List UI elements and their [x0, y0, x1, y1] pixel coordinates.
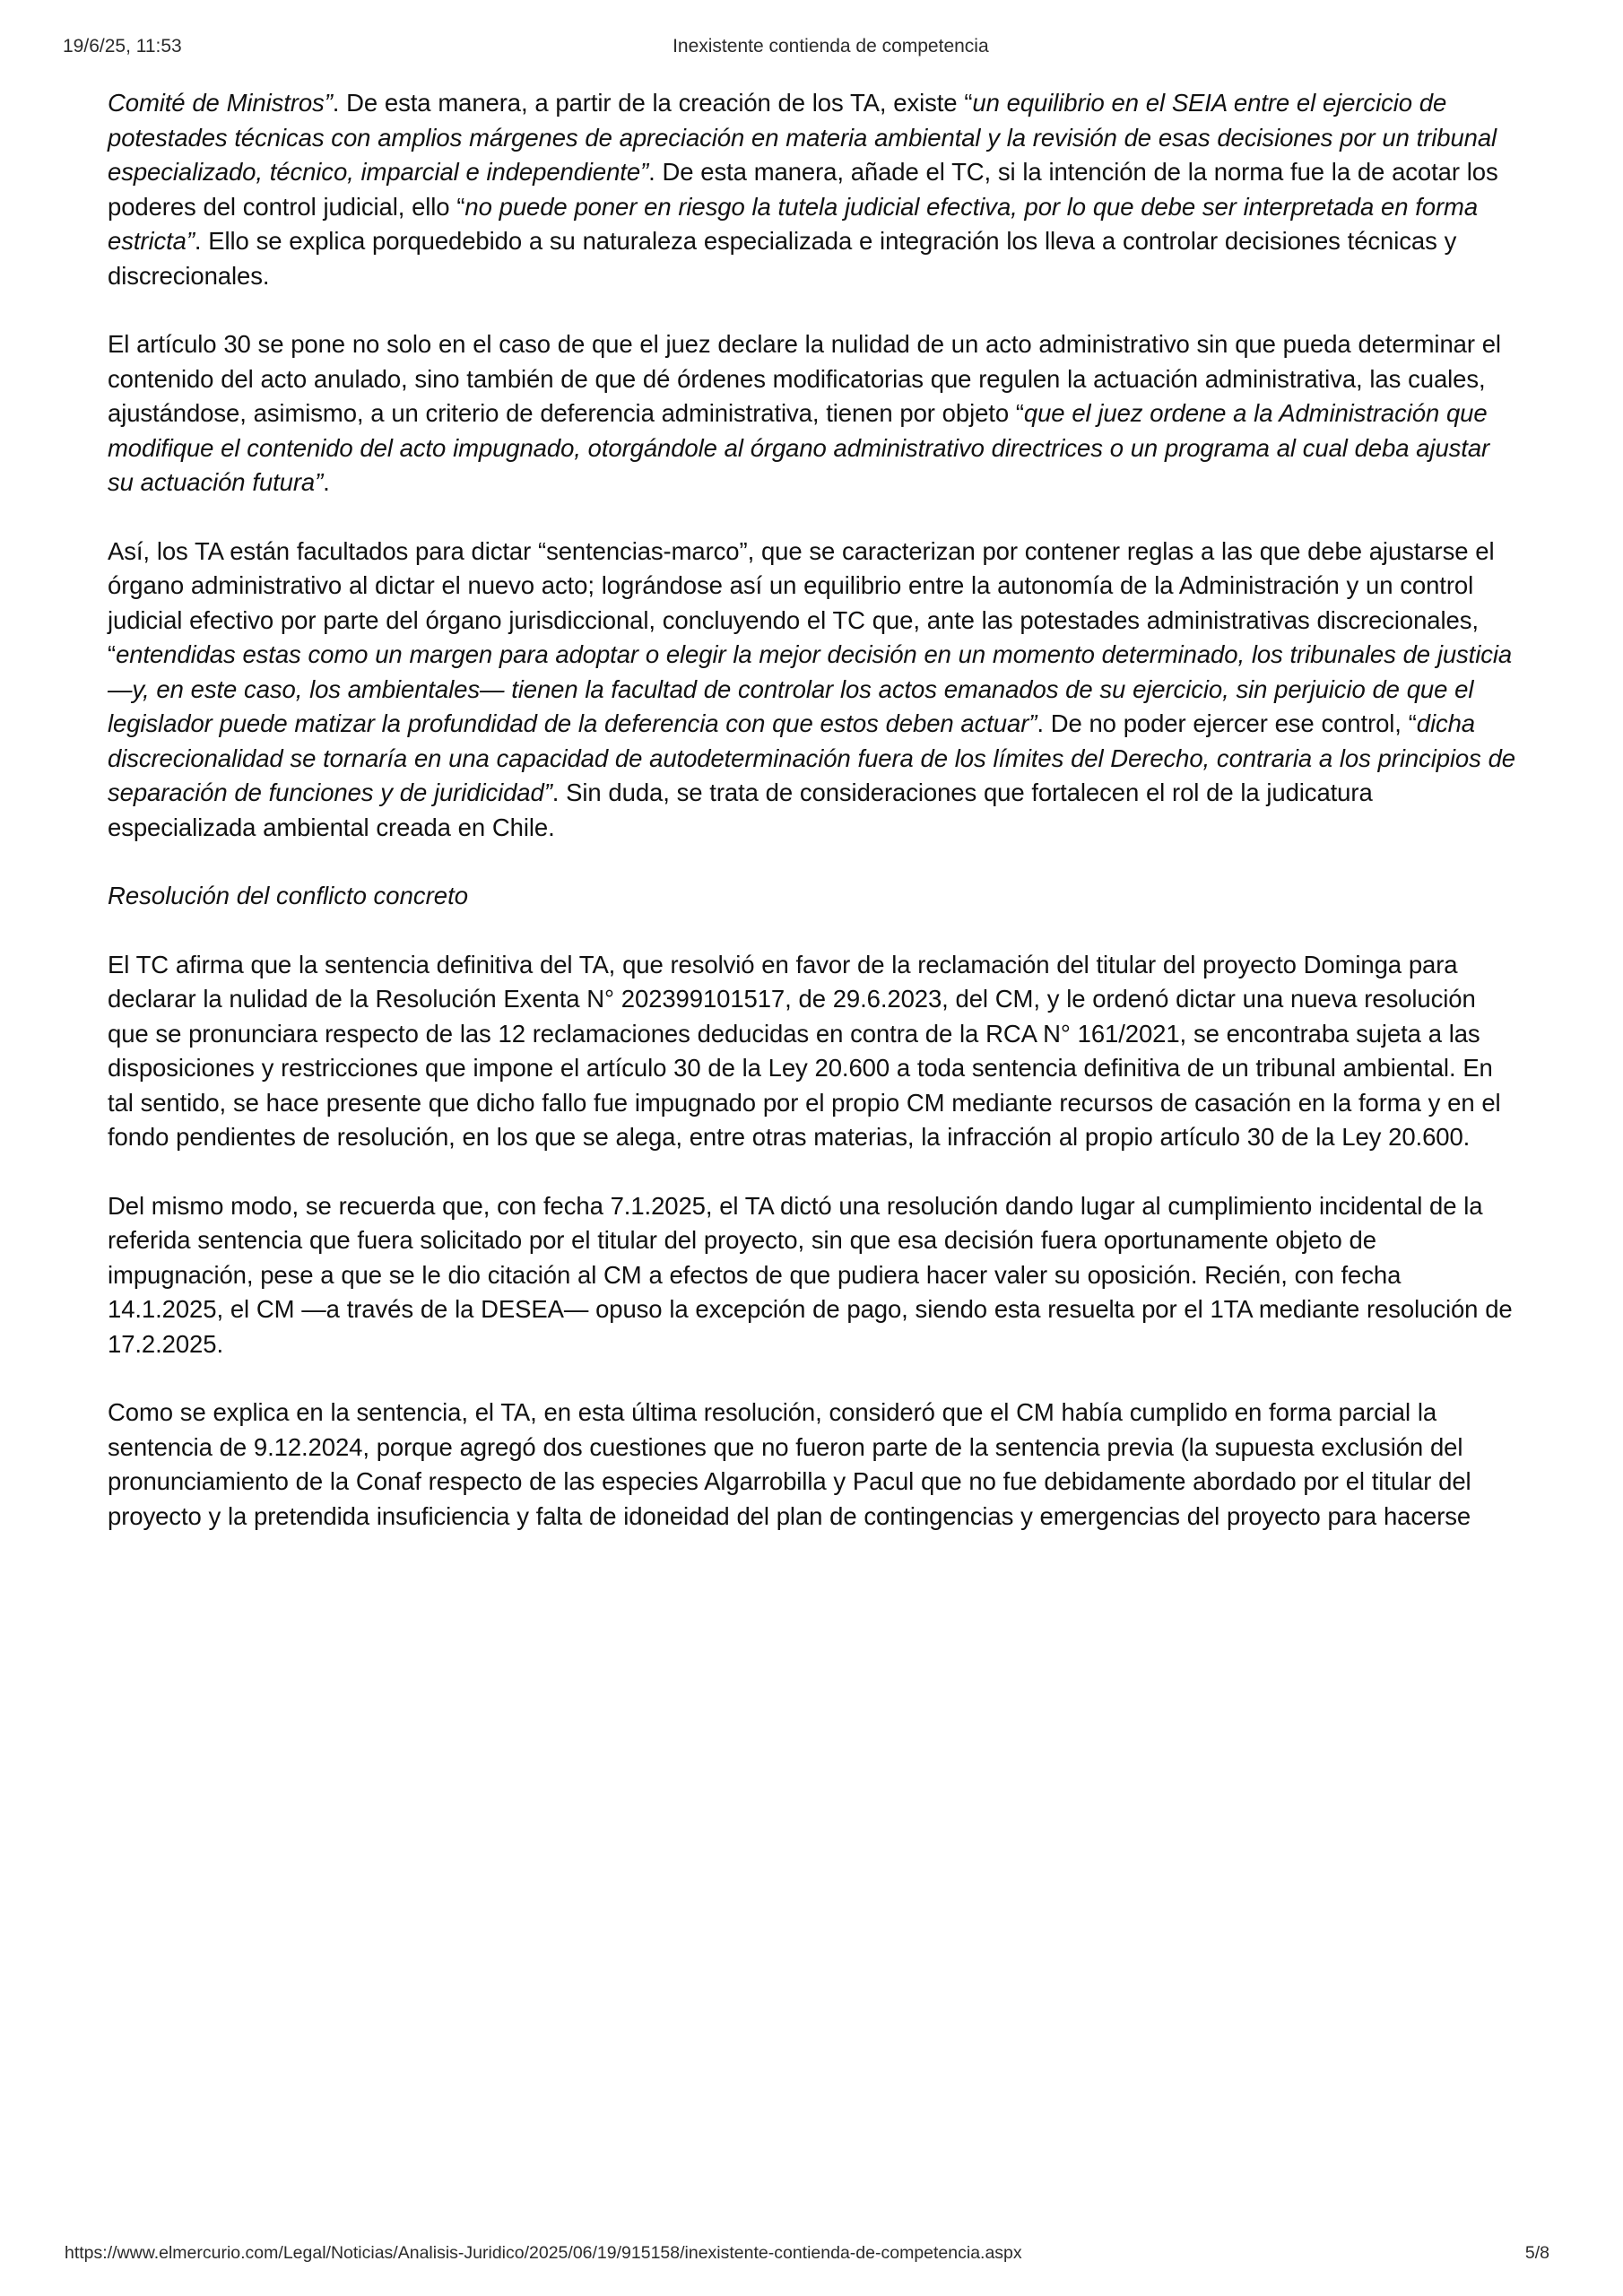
paragraph-6: Como se explica en la sentencia, el TA, en esta última resolución, consideró que el CM había cumplido en forma parcial la sentencia de 9.12.2024, porque agregó dos cuestiones que no fueron parte de la sentencia previa (la supuesta exclusión del pronunciamiento de la Conaf respecto de las especies Algarrobilla y Pacul que no fue debidamente abordado por el titular del proyecto y la pretendida insuficiencia y falta de idoneidad del plan de contingencias y emergencias del proyecto para hacerse — [108, 1398, 1471, 1530]
paragraph-1-quote-2: un equilibrio en el SEIA entre el ejercicio de potestades técnicas con amplios márgenes de apreciación en materia ambiental y la revisión de esas decisiones por un tribunal especializado, técnico, imparcial e independiente” — [108, 89, 1497, 186]
paragraph-1-text-3: . Ello se explica porquedebido a su naturaleza especializada e integración los lleva a controlar decisiones técnicas y discrecionales. — [108, 227, 1457, 290]
paragraph-4: El TC afirma que la sentencia definitiva del TA, que resolvió en favor de la reclamación del titular del proyecto Dominga para declarar la nulidad de la Resolución Exenta N° 202399101517, de 29.6.2023, del CM, y le ordenó dictar una nueva resolución que se pronunciara respecto de las 12 reclamaciones deducidas en contra de la RCA N° 161/2021, se encontraba sujeta a las disposiciones y restricciones que impone el artículo 30 de la Ley 20.600 a toda sentencia definitiva de un tribunal ambiental. En tal sentido, se hace presente que dicho fallo fue impugnado por el propio CM mediante recursos de casación en la forma y en el fondo pendientes de resolución, en los que se alega, entre otras materias, la infracción al propio artículo 30 de la Ley 20.600. — [108, 950, 1501, 1151]
paragraph-3-text-3: . Sin duda, se trata de consideraciones que fortalecen el rol de la judicatura especializada ambiental creada en Chile. — [108, 778, 1373, 841]
paragraph-2-text-1: El artículo 30 se pone no solo en el caso de que el juez declare la nulidad de un acto administrativo sin que pueda determinar el contenido del acto anulado, sino también de que dé órdenes modificatorias que regulen la actuación administrativa, las cuales, ajustándose, asimismo, a un criterio de deferencia administrativa, tienen por objeto “ — [108, 330, 1501, 427]
paragraph-5: Del mismo modo, se recuerda que, con fecha 7.1.2025, el TA dictó una resolución dando lugar al cumplimiento incidental de la referida sentencia que fuera solicitado por el titular del proyecto, sin que esa decisión fuera oportunamente objeto de impugnación, pese a que se le dio citación al CM a efectos de que pudiera hacer valer su oposición. Recién, con fecha 14.1.2025, el CM —a través de la DESEA— opuso la excepción de pago, siendo esta resuelta por el 1TA mediante resolución de 17.2.2025. — [108, 1191, 1513, 1358]
paragraph-3-text-2: . De no poder ejercer ese control, “ — [1037, 709, 1417, 737]
paragraph-3-quote-2: dicha discrecionalidad se tornaría en una capacidad de autodeterminación fuera de los límites del Derecho, contraria a los principios de separación de funciones y de juridicidad” — [108, 709, 1515, 806]
paragraph-1-text-1: . De esta manera, a partir de la creación de los TA, existe “ — [332, 89, 973, 117]
page-footer — [0, 2243, 1623, 2264]
article-body — [0, 86, 1623, 2296]
page-header — [0, 36, 1623, 66]
footer-source-url: https://www.elmercurio.com/Legal/Noticias/Analisis-Juridico/2025/06/19/915158/inexistente-contienda-de-competencia.aspx — [65, 2243, 1022, 2263]
paragraph-1-quote-1: Comité de Ministros” — [108, 89, 333, 117]
paragraph-1 — [108, 86, 1517, 293]
section-heading: Resolución del conflicto concreto — [108, 882, 469, 909]
footer-page-number: 5/8 — [1524, 2243, 1549, 2263]
header-date-time: 19/6/25, 11:53 — [63, 36, 182, 57]
paragraph-2-quote-1: que el juez ordene a la Administración que modifique el contenido del acto impugnado, otorgándole al órgano administrativo directrices o un programa al cual deba ajustar su actuación futura” — [108, 399, 1490, 496]
paragraph-1-text-2: . De esta manera, añade el TC, si la intención de la norma fue la de acotar los poderes del control judicial, ello “ — [108, 158, 1498, 221]
paragraph-3 — [108, 535, 1517, 846]
paragraph-3-text-1: Así, los TA están facultados para dictar “sentencias-marco”, que se caracterizan por contener reglas a las que debe ajustarse el órgano administrativo al dictar el nuevo acto; lográndose así un equilibrio entre la autonomía de la Administración y un control judicial efectivo por parte del órgano jurisdiccional, concluyendo el TC que, ante las potestades administrativas discrecionales, “ — [108, 536, 1495, 668]
header-article-title: Inexistente contienda de competencia — [673, 36, 989, 57]
paragraph-3-quote-1: entendidas estas como un margen para adoptar o elegir la mejor decisión en un momento determinado, los tribunales de justicia —y, en este caso, los ambientales— tienen la facultad de controlar los actos emanados de su ejercicio, sin perjuicio de que el legislador puede matizar la profundidad de la deferencia con que estos deben actuar” — [108, 640, 1513, 737]
paragraph-2 — [108, 327, 1517, 500]
paragraph-1-quote-3: no puede poner en riesgo la tutela judicial efectiva, por lo que debe ser interpretada en forma estricta” — [108, 192, 1479, 255]
paragraph-2-text-2: . — [323, 468, 330, 496]
